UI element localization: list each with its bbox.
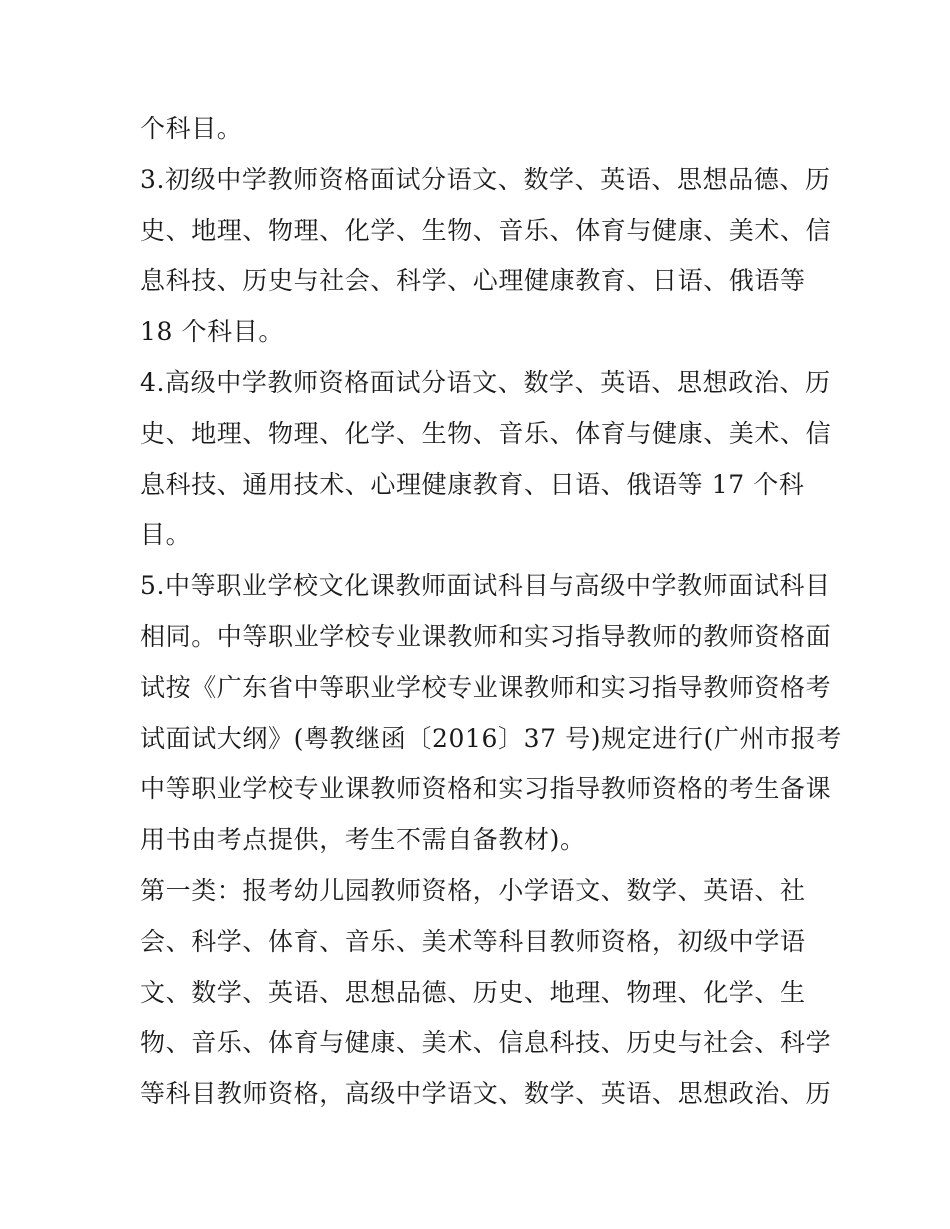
- text-line: 个科目。: [140, 114, 243, 143]
- text-line: 等科目教师资格，高级中学语文、数学、英语、思想政治、历: [140, 1079, 832, 1109]
- text-line: 文、数学、英语、思想品德、历史、地理、物理、化学、生: [140, 977, 806, 1007]
- text-line: 息科技、通用技术、心理健康教育、日语、俄语等 17 个科: [140, 469, 805, 499]
- text-line: 3.初级中学教师资格面试分语文、数学、英语、思想品德、历: [140, 164, 831, 194]
- text-line: 第一类：报考幼儿园教师资格，小学语文、数学、英语、社: [140, 875, 806, 905]
- text-line: 用书由考点提供，考生不需自备教材)。: [140, 825, 586, 855]
- text-line: 4.高级中学教师资格面试分语文、数学、英语、思想政治、历: [140, 367, 831, 397]
- document-body: [140, 104, 842, 1120]
- text-line: 史、地理、物理、化学、生物、音乐、体育与健康、美术、信: [140, 215, 832, 245]
- text-line: 息科技、历史与社会、科学、心理健康教育、日语、俄语等: [140, 266, 806, 296]
- text-line: 18 个科目。: [140, 317, 284, 347]
- text-line: 史、地理、物理、化学、生物、音乐、体育与健康、美术、信: [140, 418, 832, 448]
- text-line: 试按《广东省中等职业学校专业课教师和实习指导教师资格考: [140, 672, 832, 702]
- text-line: 相同。中等职业学校专业课教师和实习指导教师的教师资格面: [140, 621, 832, 651]
- text-line: 5.中等职业学校文化课教师面试科目与高级中学教师面试科目: [140, 571, 831, 601]
- text-line: 物、音乐、体育与健康、美术、信息科技、历史与社会、科学: [140, 1028, 832, 1058]
- text-line: 中等职业学校专业课教师资格和实习指导教师资格的考生备课: [140, 774, 832, 804]
- text-line: 会、科学、体育、音乐、美术等科目教师资格，初级中学语: [140, 926, 806, 956]
- text-line: 目。: [140, 520, 192, 550]
- text-line: 试面试大纲》(粤教继函〔2016〕37 号)规定进行(广州市报考: [140, 723, 842, 753]
